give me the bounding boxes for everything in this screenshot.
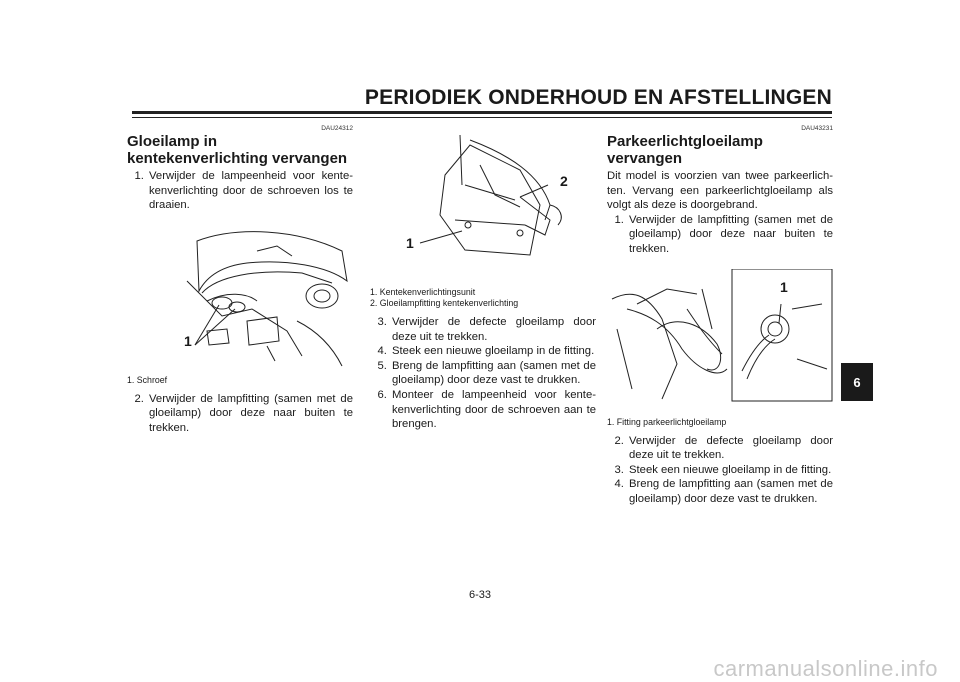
column-2 (370, 121, 596, 432)
figure-parking-light-socket (607, 269, 833, 409)
figure-callout: 1 (406, 235, 414, 251)
intro-paragraph: Dit model is voorzien van twee parkeerlichten. Vervang een parkeerlichtgloeilamp als volgt als deze is doorgebrand. (607, 170, 833, 212)
section-heading: Parkeerlichtgloeilamp vervangen (607, 133, 763, 167)
section-heading: Gloeilamp in kentekenverlichting vervangen (127, 133, 348, 167)
step-item: 2. Verwijder de lampfitting (samen met de gloeilamp) door deze naar buiten te trekken. (147, 392, 353, 436)
step-item: 1. Verwijder de lampfitting (samen met de gloeilamp) door deze naar buiten te trekken. (627, 213, 833, 257)
header-rule-thin (132, 117, 832, 118)
steps-list (370, 315, 596, 432)
step-item: 6. Monteer de lampeenheid voor kentekenverlichting door de schroeven aan te brengen. (390, 388, 596, 432)
steps-list (127, 169, 353, 213)
step-item: 1. Verwijder de lampeenheid voor kentekenverlichting door de schroeven los te draaien. (147, 169, 353, 213)
figure-callout: 2 (560, 173, 568, 189)
illustration-rear-cover (127, 221, 353, 373)
figure-license-light-screws (127, 221, 353, 373)
step-item: 3. Verwijder de defecte gloeilamp door deze uit te trekken. (390, 315, 596, 344)
figure-caption: 1. Schroef (127, 374, 168, 385)
figure-caption: 2. Gloeilampfitting kentekenverlichting (370, 298, 519, 308)
step-item: 2. Verwijder de defecte gloeilamp door deze uit te trekken. (627, 434, 833, 463)
section-code: DAU43231 (801, 125, 833, 132)
steps-list (607, 434, 833, 507)
illustration-parking-light (607, 269, 833, 409)
figure-caption: 1. Kentekenverlichtingsunit (370, 287, 476, 297)
step-item: 5. Breng de lampfitting aan (samen met de gloeilamp) door deze vast te drukken. (390, 359, 596, 388)
watermark: carmanualsonline.info (713, 656, 938, 681)
header-rule-thick (132, 111, 832, 114)
section-code: DAU24312 (321, 125, 353, 132)
step-item: 3. Steek een nieuwe gloeilamp in de fitting. (627, 463, 833, 478)
figure-caption: 1. Fitting parkeerlichtgloeilamp (607, 416, 727, 427)
page-header-title: PERIODIEK ONDERHOUD EN AFSTELLINGEN (364, 86, 832, 109)
steps-list (127, 392, 353, 436)
figure-callout: 1 (184, 332, 192, 349)
column-3 (607, 121, 833, 507)
chapter-tab[interactable]: 6 (841, 363, 873, 401)
figure-license-light-unit (370, 125, 596, 285)
step-item: 4. Steek een nieuwe gloeilamp in de fitting. (390, 344, 596, 359)
column-1 (127, 121, 353, 436)
page-number: 6-33 (468, 589, 492, 601)
figure-callout: 1 (780, 278, 788, 295)
steps-list (607, 213, 833, 257)
step-item: 4. Breng de lampfitting aan (samen met de gloeilamp) door deze vast te drukken. (627, 477, 833, 506)
illustration-license-light-unit (370, 125, 596, 285)
